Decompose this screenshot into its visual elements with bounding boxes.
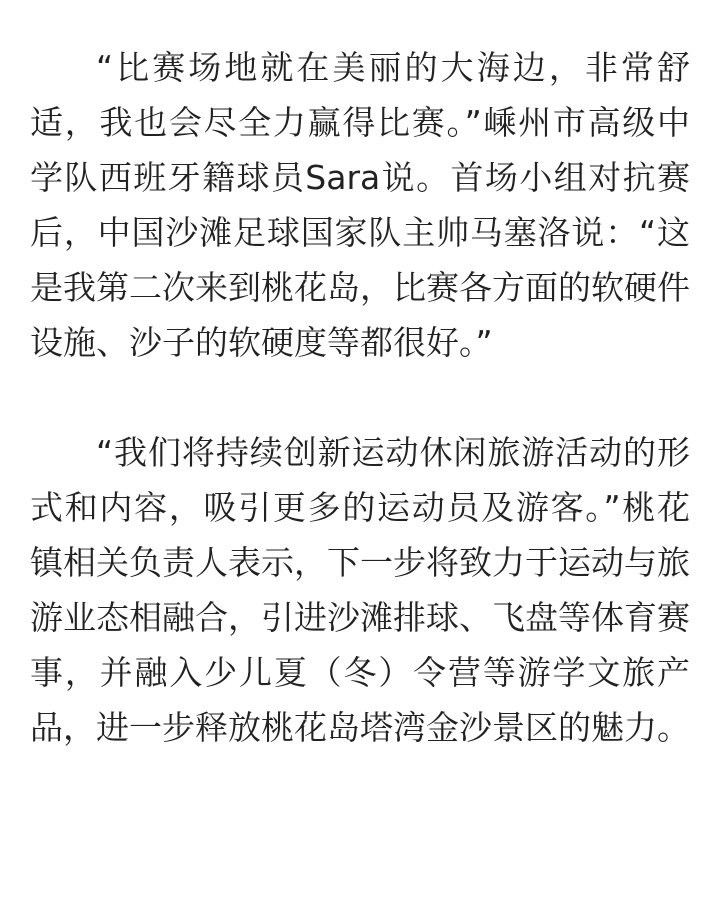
- paragraph-tourism-plan: “我们将持续创新运动休闲旅游活动的形式和内容，吸引更多的运动员及游客。”桃花镇相关负责人表示，下一步将致力于运动与旅游业态相融合，引进沙滩排球、飞盘等体育赛事，并融入少儿夏（冬）令营等游学文旅产品，进一步释放桃花岛塔湾金沙景区的魅力。: [30, 433, 690, 747]
- article-body: [30, 40, 690, 755]
- paragraph-sara-quote: “比赛场地就在美丽的大海边，非常舒适，我也会尽全力赢得比赛。”嵊州市高级中学队西班牙籍球员Sara说。首场小组对抗赛后，中国沙滩足球国家队主帅马塞洛说：“这是我第二次来到桃花岛，比赛各方面的软硬件设施、沙子的软硬度等都很好。”: [30, 48, 690, 362]
